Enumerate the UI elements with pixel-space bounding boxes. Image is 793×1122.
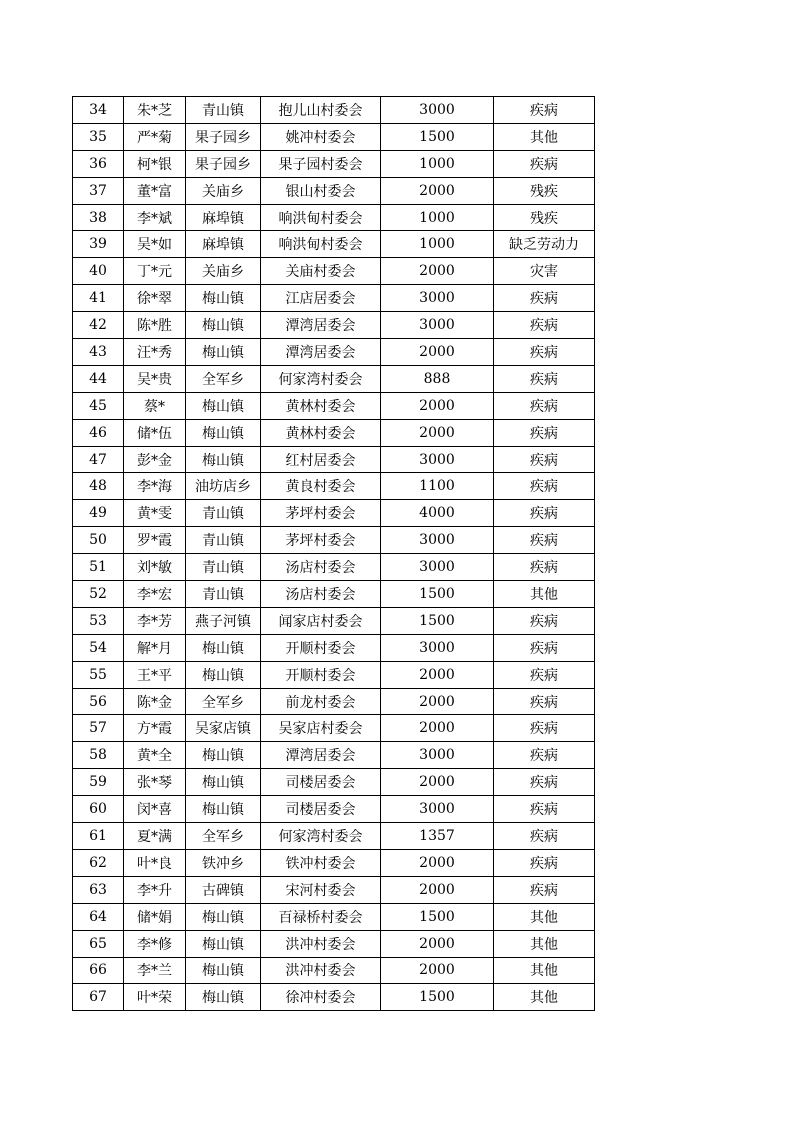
township-cell: 燕子河镇 xyxy=(186,607,261,634)
amount-cell: 2000 xyxy=(381,339,494,366)
village-committee-cell: 洪冲村委会 xyxy=(261,930,381,957)
table-row xyxy=(73,446,595,473)
amount-cell: 3000 xyxy=(381,446,494,473)
table-row xyxy=(73,123,595,150)
village-committee-cell: 潭湾居委会 xyxy=(261,339,381,366)
township-cell: 全军乡 xyxy=(186,365,261,392)
row-number-cell: 45 xyxy=(73,392,124,419)
row-number-cell: 53 xyxy=(73,607,124,634)
township-cell: 青山镇 xyxy=(186,581,261,608)
village-committee-cell: 汤店村委会 xyxy=(261,581,381,608)
reason-cell: 疾病 xyxy=(494,285,595,312)
township-cell: 梅山镇 xyxy=(186,984,261,1011)
row-number-cell: 43 xyxy=(73,339,124,366)
reason-cell: 疾病 xyxy=(494,849,595,876)
amount-cell: 3000 xyxy=(381,527,494,554)
row-number-cell: 38 xyxy=(73,204,124,231)
amount-cell: 2000 xyxy=(381,957,494,984)
village-committee-cell: 铁冲村委会 xyxy=(261,849,381,876)
reason-cell: 疾病 xyxy=(494,312,595,339)
table-row xyxy=(73,231,595,258)
table-row xyxy=(73,419,595,446)
village-committee-cell: 响洪甸村委会 xyxy=(261,204,381,231)
row-number-cell: 65 xyxy=(73,930,124,957)
name-cell: 储*伍 xyxy=(124,419,186,446)
township-cell: 梅山镇 xyxy=(186,957,261,984)
row-number-cell: 63 xyxy=(73,876,124,903)
village-committee-cell: 百禄桥村委会 xyxy=(261,903,381,930)
township-cell: 油坊店乡 xyxy=(186,473,261,500)
reason-cell: 疾病 xyxy=(494,876,595,903)
name-cell: 夏*满 xyxy=(124,823,186,850)
reason-cell: 灾害 xyxy=(494,258,595,285)
row-number-cell: 56 xyxy=(73,688,124,715)
table-row xyxy=(73,849,595,876)
row-number-cell: 61 xyxy=(73,823,124,850)
village-committee-cell: 茅坪村委会 xyxy=(261,527,381,554)
table-row xyxy=(73,796,595,823)
township-cell: 梅山镇 xyxy=(186,796,261,823)
township-cell: 吴家店镇 xyxy=(186,715,261,742)
table-row xyxy=(73,715,595,742)
name-cell: 陈*胜 xyxy=(124,312,186,339)
name-cell: 方*霞 xyxy=(124,715,186,742)
township-cell: 梅山镇 xyxy=(186,392,261,419)
township-cell: 关庙乡 xyxy=(186,258,261,285)
township-cell: 全军乡 xyxy=(186,823,261,850)
amount-cell: 2000 xyxy=(381,876,494,903)
reason-cell: 疾病 xyxy=(494,769,595,796)
table-row xyxy=(73,581,595,608)
name-cell: 解*月 xyxy=(124,634,186,661)
township-cell: 梅山镇 xyxy=(186,930,261,957)
township-cell: 梅山镇 xyxy=(186,339,261,366)
row-number-cell: 44 xyxy=(73,365,124,392)
township-cell: 麻埠镇 xyxy=(186,231,261,258)
amount-cell: 2000 xyxy=(381,392,494,419)
township-cell: 梅山镇 xyxy=(186,903,261,930)
village-committee-cell: 何家湾村委会 xyxy=(261,823,381,850)
name-cell: 朱*芝 xyxy=(124,97,186,124)
name-cell: 李*芳 xyxy=(124,607,186,634)
amount-cell: 1100 xyxy=(381,473,494,500)
table-row xyxy=(73,150,595,177)
township-cell: 麻埠镇 xyxy=(186,204,261,231)
amount-cell: 4000 xyxy=(381,500,494,527)
township-cell: 青山镇 xyxy=(186,500,261,527)
reason-cell: 疾病 xyxy=(494,419,595,446)
name-cell: 李*海 xyxy=(124,473,186,500)
row-number-cell: 66 xyxy=(73,957,124,984)
row-number-cell: 37 xyxy=(73,177,124,204)
township-cell: 青山镇 xyxy=(186,527,261,554)
reason-cell: 疾病 xyxy=(494,607,595,634)
table-row xyxy=(73,500,595,527)
amount-cell: 2000 xyxy=(381,419,494,446)
row-number-cell: 39 xyxy=(73,231,124,258)
reason-cell: 疾病 xyxy=(494,688,595,715)
relief-table xyxy=(72,96,595,1011)
row-number-cell: 36 xyxy=(73,150,124,177)
table-row xyxy=(73,876,595,903)
village-committee-cell: 吴家店村委会 xyxy=(261,715,381,742)
name-cell: 严*菊 xyxy=(124,123,186,150)
reason-cell: 其他 xyxy=(494,123,595,150)
village-committee-cell: 洪冲村委会 xyxy=(261,957,381,984)
table-row xyxy=(73,312,595,339)
row-number-cell: 46 xyxy=(73,419,124,446)
table-row xyxy=(73,527,595,554)
township-cell: 梅山镇 xyxy=(186,419,261,446)
reason-cell: 其他 xyxy=(494,984,595,1011)
row-number-cell: 40 xyxy=(73,258,124,285)
reason-cell: 疾病 xyxy=(494,661,595,688)
township-cell: 青山镇 xyxy=(186,97,261,124)
reason-cell: 疾病 xyxy=(494,473,595,500)
table-row xyxy=(73,634,595,661)
name-cell: 柯*银 xyxy=(124,150,186,177)
amount-cell: 3000 xyxy=(381,554,494,581)
name-cell: 闵*喜 xyxy=(124,796,186,823)
table-row xyxy=(73,823,595,850)
reason-cell: 其他 xyxy=(494,903,595,930)
reason-cell: 疾病 xyxy=(494,446,595,473)
reason-cell: 疾病 xyxy=(494,150,595,177)
table-row xyxy=(73,97,595,124)
name-cell: 罗*霞 xyxy=(124,527,186,554)
village-committee-cell: 司楼居委会 xyxy=(261,769,381,796)
reason-cell: 其他 xyxy=(494,930,595,957)
table-row xyxy=(73,903,595,930)
township-cell: 梅山镇 xyxy=(186,742,261,769)
table-row xyxy=(73,473,595,500)
village-committee-cell: 黄林村委会 xyxy=(261,419,381,446)
reason-cell: 缺乏劳动力 xyxy=(494,231,595,258)
township-cell: 梅山镇 xyxy=(186,446,261,473)
amount-cell: 1500 xyxy=(381,903,494,930)
township-cell: 梅山镇 xyxy=(186,634,261,661)
village-committee-cell: 开顺村委会 xyxy=(261,661,381,688)
township-cell: 梅山镇 xyxy=(186,285,261,312)
table-row xyxy=(73,769,595,796)
village-committee-cell: 徐冲村委会 xyxy=(261,984,381,1011)
name-cell: 吴*如 xyxy=(124,231,186,258)
table-row xyxy=(73,930,595,957)
name-cell: 储*娟 xyxy=(124,903,186,930)
amount-cell: 2000 xyxy=(381,849,494,876)
amount-cell: 1500 xyxy=(381,123,494,150)
township-cell: 全军乡 xyxy=(186,688,261,715)
row-number-cell: 41 xyxy=(73,285,124,312)
amount-cell: 1500 xyxy=(381,581,494,608)
village-committee-cell: 闻家店村委会 xyxy=(261,607,381,634)
name-cell: 彭*金 xyxy=(124,446,186,473)
name-cell: 丁*元 xyxy=(124,258,186,285)
name-cell: 黄*雯 xyxy=(124,500,186,527)
village-committee-cell: 红村居委会 xyxy=(261,446,381,473)
amount-cell: 3000 xyxy=(381,634,494,661)
township-cell: 梅山镇 xyxy=(186,312,261,339)
amount-cell: 2000 xyxy=(381,930,494,957)
reason-cell: 残疾 xyxy=(494,177,595,204)
township-cell: 梅山镇 xyxy=(186,661,261,688)
table-row xyxy=(73,177,595,204)
reason-cell: 疾病 xyxy=(494,392,595,419)
row-number-cell: 58 xyxy=(73,742,124,769)
village-committee-cell: 潭湾居委会 xyxy=(261,742,381,769)
reason-cell: 疾病 xyxy=(494,500,595,527)
township-cell: 果子园乡 xyxy=(186,123,261,150)
amount-cell: 888 xyxy=(381,365,494,392)
name-cell: 蔡* xyxy=(124,392,186,419)
amount-cell: 2000 xyxy=(381,769,494,796)
table-row xyxy=(73,554,595,581)
reason-cell: 疾病 xyxy=(494,554,595,581)
row-number-cell: 60 xyxy=(73,796,124,823)
amount-cell: 1000 xyxy=(381,231,494,258)
reason-cell: 疾病 xyxy=(494,339,595,366)
amount-cell: 1357 xyxy=(381,823,494,850)
reason-cell: 疾病 xyxy=(494,365,595,392)
table-row xyxy=(73,661,595,688)
row-number-cell: 55 xyxy=(73,661,124,688)
amount-cell: 3000 xyxy=(381,796,494,823)
name-cell: 陈*金 xyxy=(124,688,186,715)
amount-cell: 3000 xyxy=(381,97,494,124)
row-number-cell: 57 xyxy=(73,715,124,742)
village-committee-cell: 司楼居委会 xyxy=(261,796,381,823)
reason-cell: 残疾 xyxy=(494,204,595,231)
village-committee-cell: 黄良村委会 xyxy=(261,473,381,500)
amount-cell: 1500 xyxy=(381,607,494,634)
village-committee-cell: 响洪甸村委会 xyxy=(261,231,381,258)
row-number-cell: 52 xyxy=(73,581,124,608)
amount-cell: 2000 xyxy=(381,661,494,688)
name-cell: 汪*秀 xyxy=(124,339,186,366)
row-number-cell: 50 xyxy=(73,527,124,554)
village-committee-cell: 汤店村委会 xyxy=(261,554,381,581)
reason-cell: 其他 xyxy=(494,581,595,608)
row-number-cell: 48 xyxy=(73,473,124,500)
name-cell: 董*富 xyxy=(124,177,186,204)
name-cell: 叶*良 xyxy=(124,849,186,876)
table-row xyxy=(73,742,595,769)
township-cell: 古碑镇 xyxy=(186,876,261,903)
table-body xyxy=(73,97,595,1011)
name-cell: 李*宏 xyxy=(124,581,186,608)
name-cell: 黄*全 xyxy=(124,742,186,769)
amount-cell: 2000 xyxy=(381,258,494,285)
township-cell: 关庙乡 xyxy=(186,177,261,204)
reason-cell: 疾病 xyxy=(494,742,595,769)
township-cell: 青山镇 xyxy=(186,554,261,581)
name-cell: 李*斌 xyxy=(124,204,186,231)
reason-cell: 其他 xyxy=(494,957,595,984)
row-number-cell: 42 xyxy=(73,312,124,339)
table-row xyxy=(73,285,595,312)
reason-cell: 疾病 xyxy=(494,715,595,742)
name-cell: 李*兰 xyxy=(124,957,186,984)
table-row xyxy=(73,984,595,1011)
name-cell: 李*修 xyxy=(124,930,186,957)
table-row xyxy=(73,392,595,419)
row-number-cell: 62 xyxy=(73,849,124,876)
village-committee-cell: 茅坪村委会 xyxy=(261,500,381,527)
row-number-cell: 34 xyxy=(73,97,124,124)
row-number-cell: 67 xyxy=(73,984,124,1011)
name-cell: 李*升 xyxy=(124,876,186,903)
village-committee-cell: 何家湾村委会 xyxy=(261,365,381,392)
name-cell: 徐*翠 xyxy=(124,285,186,312)
row-number-cell: 35 xyxy=(73,123,124,150)
township-cell: 梅山镇 xyxy=(186,769,261,796)
reason-cell: 疾病 xyxy=(494,823,595,850)
township-cell: 果子园乡 xyxy=(186,150,261,177)
village-committee-cell: 黄林村委会 xyxy=(261,392,381,419)
village-committee-cell: 宋河村委会 xyxy=(261,876,381,903)
row-number-cell: 64 xyxy=(73,903,124,930)
amount-cell: 1000 xyxy=(381,150,494,177)
table-row xyxy=(73,339,595,366)
village-committee-cell: 银山村委会 xyxy=(261,177,381,204)
name-cell: 刘*敏 xyxy=(124,554,186,581)
amount-cell: 3000 xyxy=(381,742,494,769)
amount-cell: 2000 xyxy=(381,177,494,204)
village-committee-cell: 姚冲村委会 xyxy=(261,123,381,150)
village-committee-cell: 江店居委会 xyxy=(261,285,381,312)
row-number-cell: 51 xyxy=(73,554,124,581)
table-row xyxy=(73,957,595,984)
table-row xyxy=(73,688,595,715)
table-row xyxy=(73,204,595,231)
row-number-cell: 47 xyxy=(73,446,124,473)
row-number-cell: 49 xyxy=(73,500,124,527)
amount-cell: 1500 xyxy=(381,984,494,1011)
village-committee-cell: 开顺村委会 xyxy=(261,634,381,661)
name-cell: 叶*荣 xyxy=(124,984,186,1011)
village-committee-cell: 果子园村委会 xyxy=(261,150,381,177)
village-committee-cell: 抱儿山村委会 xyxy=(261,97,381,124)
village-committee-cell: 潭湾居委会 xyxy=(261,312,381,339)
name-cell: 吴*贵 xyxy=(124,365,186,392)
name-cell: 张*琴 xyxy=(124,769,186,796)
reason-cell: 疾病 xyxy=(494,97,595,124)
reason-cell: 疾病 xyxy=(494,634,595,661)
reason-cell: 疾病 xyxy=(494,527,595,554)
name-cell: 王*平 xyxy=(124,661,186,688)
table-row xyxy=(73,607,595,634)
village-committee-cell: 关庙村委会 xyxy=(261,258,381,285)
village-committee-cell: 前龙村委会 xyxy=(261,688,381,715)
amount-cell: 3000 xyxy=(381,312,494,339)
reason-cell: 疾病 xyxy=(494,796,595,823)
amount-cell: 1000 xyxy=(381,204,494,231)
table-row xyxy=(73,258,595,285)
amount-cell: 3000 xyxy=(381,285,494,312)
row-number-cell: 54 xyxy=(73,634,124,661)
township-cell: 铁冲乡 xyxy=(186,849,261,876)
table-row xyxy=(73,365,595,392)
amount-cell: 2000 xyxy=(381,715,494,742)
row-number-cell: 59 xyxy=(73,769,124,796)
amount-cell: 2000 xyxy=(381,688,494,715)
